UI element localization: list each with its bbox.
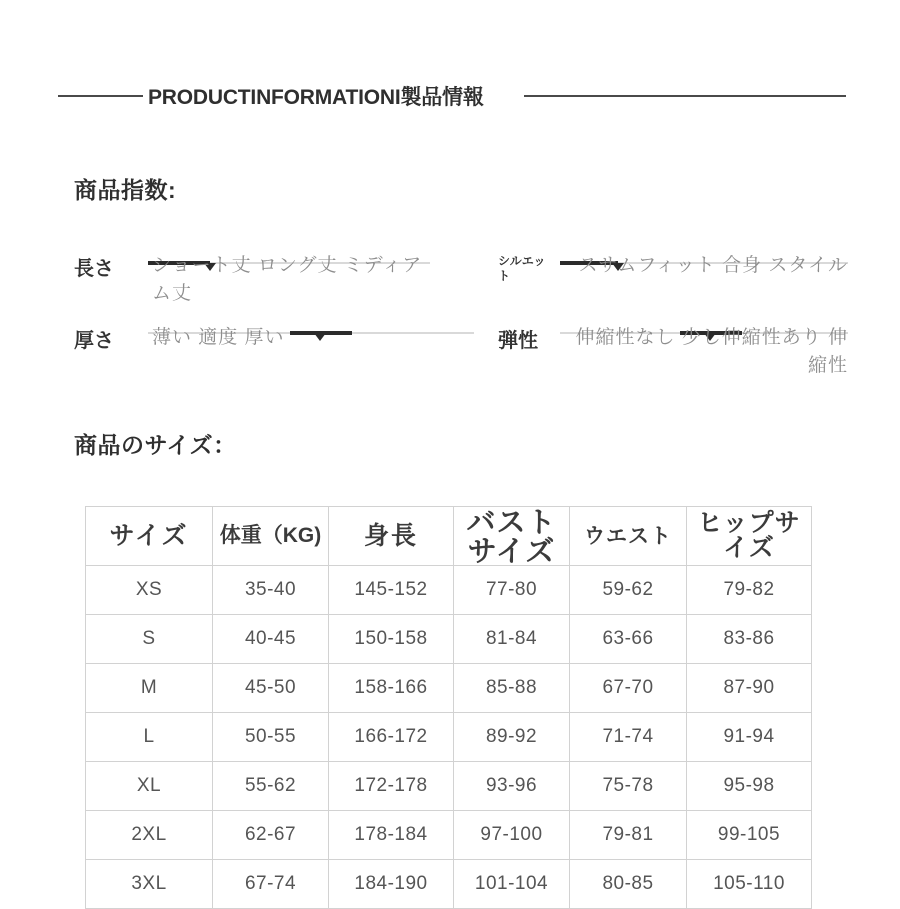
column-header-bust: バストサイズ: [454, 507, 570, 566]
table-cell: 158-166: [329, 664, 454, 713]
attribute-silhouette-values: スサムフィット 合身 スタイル: [578, 255, 848, 276]
column-header-size: サイズ: [86, 507, 213, 566]
product-index-heading: 商品指数:: [74, 177, 177, 203]
table-cell: 85-88: [454, 664, 570, 713]
table-cell: 97-100: [454, 811, 570, 860]
product-information-banner: [0, 76, 900, 116]
column-header-height: 身長: [329, 507, 454, 566]
table-cell: 77-80: [454, 566, 570, 615]
attribute-elasticity-values: 伸縮性なし 少し伸縮性あり 伸縮性: [575, 327, 848, 376]
table-cell: 87-90: [687, 664, 812, 713]
product-size-heading: 商品のサイズ：: [74, 432, 237, 458]
table-cell: 93-96: [454, 762, 570, 811]
table-row: [86, 860, 812, 909]
banner-rule-left: [58, 95, 143, 97]
table-cell: XS: [86, 566, 213, 615]
table-cell: 99-105: [687, 811, 812, 860]
table-cell: 40-45: [213, 615, 329, 664]
table-row: [86, 664, 812, 713]
table-cell: 91-94: [687, 713, 812, 762]
table-cell: 105-110: [687, 860, 812, 909]
banner-title: PRODUCTINFORMATIONI製品情報: [148, 86, 484, 109]
table-cell: 67-74: [213, 860, 329, 909]
table-cell: 35-40: [213, 566, 329, 615]
table-cell: S: [86, 615, 213, 664]
table-cell: XL: [86, 762, 213, 811]
table-row: [86, 811, 812, 860]
table-cell: 50-55: [213, 713, 329, 762]
banner-rule-right: [524, 95, 846, 97]
table-header-row: [86, 507, 812, 566]
table-cell: 95-98: [687, 762, 812, 811]
table-cell: L: [86, 713, 213, 762]
attribute-length-label: 長さ: [74, 258, 114, 280]
column-header-hip: ヒップサイズ: [687, 507, 812, 566]
table-cell: 3XL: [86, 860, 213, 909]
attribute-elasticity-label: 弾性: [498, 330, 538, 352]
table-cell: 75-78: [570, 762, 687, 811]
table-cell: 2XL: [86, 811, 213, 860]
attribute-length-values: ショート丈 ロング丈 ミディアム丈: [152, 255, 423, 304]
table-cell: 166-172: [329, 713, 454, 762]
size-table: [85, 506, 812, 909]
table-row: [86, 762, 812, 811]
table-cell: 101-104: [454, 860, 570, 909]
attribute-thickness-values: 薄い 適度 厚い: [152, 327, 285, 348]
size-table-body: [86, 566, 812, 909]
table-row: [86, 713, 812, 762]
table-cell: 145-152: [329, 566, 454, 615]
table-cell: 81-84: [454, 615, 570, 664]
table-cell: 150-158: [329, 615, 454, 664]
table-cell: 79-81: [570, 811, 687, 860]
table-cell: 80-85: [570, 860, 687, 909]
table-cell: 71-74: [570, 713, 687, 762]
table-cell: 184-190: [329, 860, 454, 909]
table-row: [86, 566, 812, 615]
size-table-header: [86, 507, 812, 566]
table-cell: 89-92: [454, 713, 570, 762]
table-cell: 79-82: [687, 566, 812, 615]
attribute-thickness-label: 厚さ: [74, 330, 114, 352]
table-cell: 83-86: [687, 615, 812, 664]
table-cell: 55-62: [213, 762, 329, 811]
column-header-weight: 体重（KG): [213, 507, 329, 566]
table-cell: 62-67: [213, 811, 329, 860]
table-cell: 172-178: [329, 762, 454, 811]
table-cell: 67-70: [570, 664, 687, 713]
table-cell: M: [86, 664, 213, 713]
table-cell: 45-50: [213, 664, 329, 713]
attribute-silhouette-label: シルエット: [498, 254, 546, 283]
size-table-container: [85, 506, 811, 909]
table-cell: 59-62: [570, 566, 687, 615]
product-index-grid: [0, 236, 900, 396]
table-row: [86, 615, 812, 664]
column-header-waist: ウエスト: [570, 507, 687, 566]
table-cell: 63-66: [570, 615, 687, 664]
table-cell: 178-184: [329, 811, 454, 860]
